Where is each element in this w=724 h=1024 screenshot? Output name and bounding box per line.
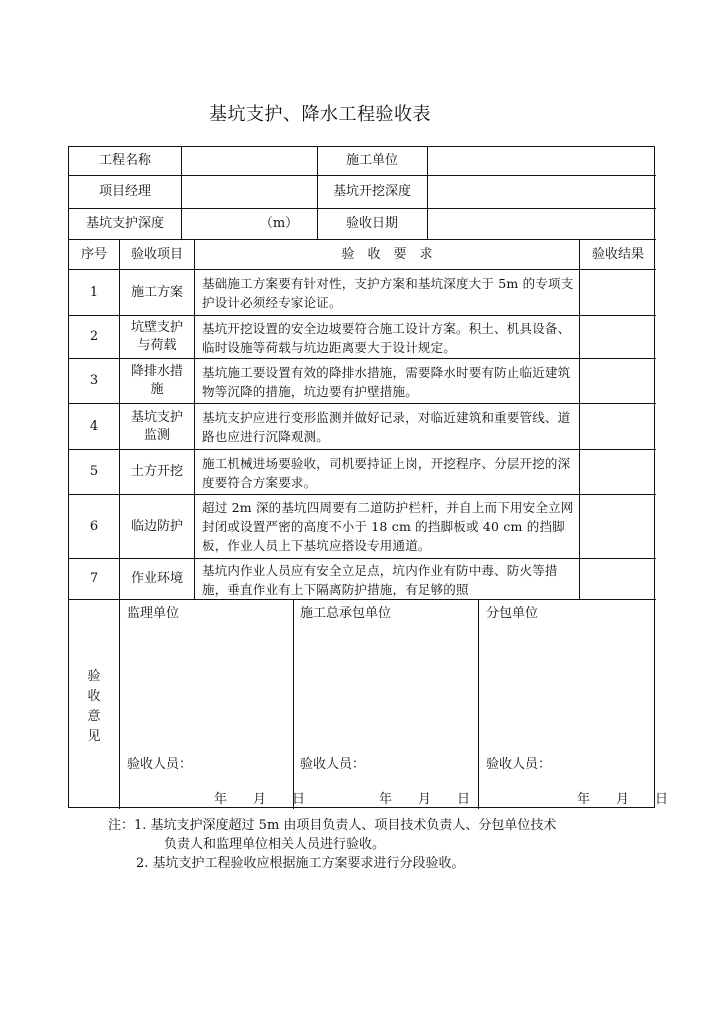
row-4-item: 基坑支护监测: [130, 409, 183, 443]
row-2-requirement: 基坑开挖设置的安全边坡要符合施工设计方案。积土、机具设备、临时设施等荷载与坑边距离要大于设计规定。: [202, 321, 571, 355]
col-header-requirement: 验 收 要 求: [341, 246, 433, 262]
note-line-1: 注：1. 基坑支护深度超过 5m 由项目负责人、项目技术负责人、分包单位技术: [108, 818, 557, 833]
col-header-item: 验收项目: [130, 246, 183, 262]
row-4-requirement: 基坑支护应进行变形监测并做好记录，对临近建筑和重要管线、道路也应进行沉降观测。: [202, 410, 571, 444]
note-line-2: 负责人和监理单位相关人员进行验收。: [164, 837, 386, 852]
construction-unit-label: 施工单位: [345, 153, 398, 168]
support-depth-unit: （m）: [259, 216, 299, 231]
acceptance-date-label: 验收日期: [345, 216, 398, 231]
support-depth-label: 基坑支护深度: [85, 216, 164, 231]
page-title: 基坑支护、降水工程验收表: [209, 104, 431, 125]
col-header-no: 序号: [80, 246, 107, 262]
acceptance-table: [68, 146, 669, 808]
row-5-item: 土方开挖: [130, 464, 183, 479]
row-4-no: 4: [89, 418, 99, 434]
row-7-item: 作业环境: [130, 571, 183, 586]
project-name-value: [182, 147, 316, 175]
row-3-requirement: 基坑施工要设置有效的降排水措施，需要降水时要有防止临近建筑物等沉降的措施，坑边要有护壁措施。: [202, 365, 571, 399]
contractor-inspector-label: 验收人员：: [300, 757, 366, 772]
supervision-unit-label: 监理单位: [127, 606, 180, 621]
row-5-no: 5: [89, 464, 99, 479]
row-1-item: 施工方案: [130, 284, 183, 300]
row-6-item: 临边防护: [130, 518, 183, 534]
row-7-no: 7: [89, 571, 99, 586]
subcontractor-date: 年 月 日: [577, 792, 669, 807]
note-line-3: 2. 基坑支护工程验收应根据施工方案要求进行分段验收。: [136, 856, 465, 871]
supervision-date: 年 月 日: [214, 792, 306, 807]
row-2-item: 坑壁支护与荷载: [130, 320, 183, 353]
notes: [108, 816, 556, 873]
row-3-no: 3: [89, 373, 99, 388]
row-7-requirement: 基坑内作业人员应有安全立足点，坑内作业有防中毒、防火等措施，垂直作业有上下隔离防护措施，有足够的照: [202, 563, 558, 597]
row-6-requirement: 超过 2m 深的基坑四周要有二道防护栏杆，并自上而下用安全立网封闭或设置严密的高度不小于 18 cm 的挡脚板或 40 cm 的挡脚板，作业人员上下基坑应搭设专用通道。: [202, 500, 574, 553]
col-header-result: 验收结果: [591, 246, 644, 262]
opinion-label: 验收意见: [87, 669, 101, 744]
excavation-depth-label: 基坑开挖深度: [332, 184, 411, 199]
row-6-no: 6: [89, 518, 99, 534]
project-manager-label: 项目经理: [98, 184, 151, 199]
subcontractor-inspector-label: 验收人员：: [486, 757, 552, 772]
project-name-label: 工程名称: [98, 153, 151, 168]
construction-unit-value: [428, 147, 656, 175]
subcontractor-label: 分包单位: [486, 606, 539, 621]
contractor-date: 年 月 日: [379, 792, 471, 807]
row-1-requirement: 基础施工方案要有针对性，支护方案和基坑深度大于 5m 的专项支护设计必须经专家论证。: [202, 276, 574, 310]
supervision-inspector-label: 验收人员：: [127, 757, 193, 772]
row-3-item: 降排水措施: [130, 364, 183, 397]
row-1-no: 1: [89, 284, 99, 300]
row-2-no: 2: [89, 329, 99, 344]
row-5-requirement: 施工机械进场要验收，司机要持证上岗，开挖程序、分层开挖的深度要符合方案要求。: [202, 456, 571, 490]
general-contractor-label: 施工总承包单位: [300, 606, 392, 621]
